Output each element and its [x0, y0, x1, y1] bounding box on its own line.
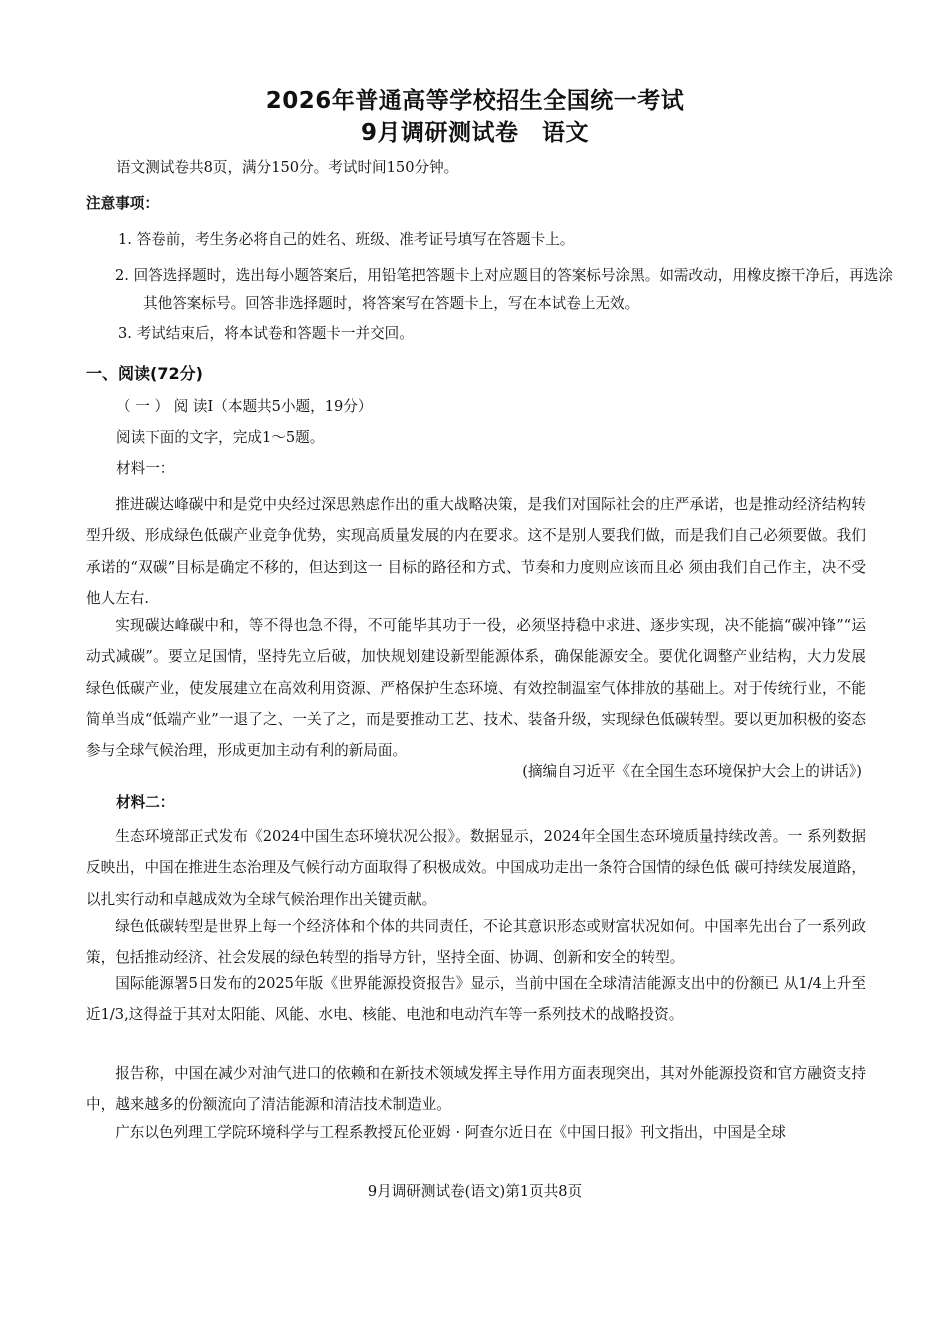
page-footer: 9月调研测试卷(语文)第1页共8页 [367, 1183, 583, 1200]
exam-intro: 语文测试卷共8页，满分150分。考试时间150分钟。 [116, 159, 459, 176]
exam-subtitle: 9月调研测试卷 语文 [360, 120, 589, 146]
material1-source: (摘编自习近平《在全国生态环境保护大会上的讲话》) [522, 763, 862, 780]
material2-paragraph: 报告称，中国在减少对油气进口的依赖和在新技术领域发挥主导作用方面表现突出，其对外能源投资和官方融资支持中，越来越多的份额流向了清洁能源和清洁技术制造业。 [86, 1065, 866, 1114]
material2-paragraph: 广东以色列理工学院环境科学与工程系教授瓦伦亚姆 · 阿查尔近日在《中国日报》刊文指出，中国是全球 [115, 1124, 786, 1141]
exam-title: 2026年普通高等学校招生全国统一考试 [265, 88, 685, 114]
note-item-1: 1. 答卷前，考生务必将自己的姓名、班级、准考证号填写在答题卡上。 [118, 231, 575, 248]
material1-label: 材料一： [116, 460, 175, 477]
material2-label: 材料二： [116, 794, 175, 811]
note-item-2: 2. 回答选择题时，选出每小题答案后，用铅笔把答题卡上对应题目的答案标号涂黑。如需改动，用橡皮擦干净后，再选涂其他答案标号。回答非选择题时，将答案写在答题卡上，写在本试卷上无效。 [115, 267, 893, 312]
material2-paragraph: 国际能源署5日发布的2025年版《世界能源投资报告》显示，当前中国在全球清洁能源支出中的份额已 从1/4上升至近1/3,这得益于其对太阳能、风能、水电、核能、电池和电动汽车等一系列技术的战略投资。 [86, 975, 866, 1024]
note-item-3: 3. 考试结束后，将本试卷和答题卡一并交回。 [118, 325, 414, 342]
material1-paragraph: 实现碳达峰碳中和，等不得也急不得，不可能毕其功于一役，必须坚持稳中求进、逐步实现，决不能搞“碳冲锋”“运动式减碳”。要立足国情，坚持先立后破，加快规划建设新型能源体系，确保能源安全。要优化调整产业结构，大力发展绿色低碳产业，使发展建立在高效利用资源、严格保护生态环境、有效控制温室气体排放的基础上。对于传统行业，不能简单当成“低端产业”一退了之、一关了之，而是要推动工艺、技术、装备升级，实现绿色低碳转型。要以更加积极的姿态参与全球气候治理，形成更加主动有利的新局面。 [86, 617, 866, 760]
reading-instruction: 阅读下面的文字，完成1～5题。 [116, 429, 325, 446]
notes-heading: 注意事项： [86, 195, 159, 212]
material2-paragraph: 绿色低碳转型是世界上每一个经济体和个体的共同责任，不论其意识形态或财富状况如何。中国率先出台了一系列政策，包括推动经济、社会发展的绿色转型的指导方针，坚持全面、协调、创新和安全的转型。 [86, 918, 866, 967]
material1-paragraph: 推进碳达峰碳中和是党中央经过深思熟虑作出的重大战略决策，是我们对国际社会的庄严承诺，也是推动经济结构转型升级、形成绿色低碳产业竞争优势，实现高质量发展的内在要求。这不是别人要我们做，而是我们自己必须要做。我们承诺的“双碳”目标是确定不移的，但达到这一 目标的路径和方式、节奏和力度则应该而且必 须由我们自己作主，决不受他人左右. [86, 496, 866, 607]
section-heading: 一、阅读(72分) [86, 364, 203, 383]
reading-subheading: （ 一 ） 阅 读Ⅰ（本题共5小题，19分） [116, 398, 373, 415]
material2-paragraph: 生态环境部正式发布《2024中国生态环境状况公报》。数据显示，2024年全国生态环境质量持续改善。一 系列数据反映出，中国在推进生态治理及气候行动方面取得了积极成效。中国成功走出一条符合国情的绿色低 碳可持续发展道路，以扎实行动和卓越成效为全球气候治理作出关键贡献。 [86, 828, 866, 908]
